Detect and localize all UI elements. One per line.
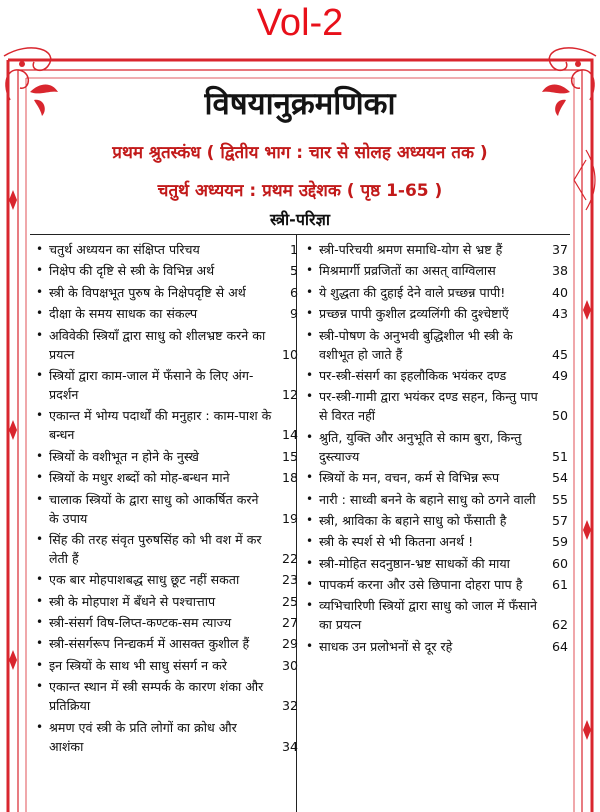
toc-entry-page: 55 [551,491,568,507]
toc-entry [306,428,568,466]
toc-entry-title: मिश्रमार्गी प्रव्रजितों का असत् वाग्विलास [319,263,496,279]
toc-entry-page: 30 [281,657,298,673]
toc-entry [36,718,298,756]
toc-entry-page: 1 [289,242,298,257]
bullet-icon: • [306,577,314,592]
toc-entry-title: श्रुति, युक्ति और अनुभूति से काम बुरा, किन्तु दुस्त्याज्य [319,429,522,464]
bullet-icon: • [306,389,314,404]
bullet-icon: • [306,242,314,256]
toc-entry-title: स्त्री-परिचयी श्रमण समाधि-योग से भ्रष्ट हैं [319,242,503,257]
toc-entry-title: एकान्त स्थान में स्त्री सम्पर्क के कारण शंका और प्रतिक्रिया [49,679,264,714]
toc-entry [306,596,568,634]
toc-entry [306,637,568,656]
toc-entry-title: साधक उन प्रलोभनों से दूर रहे [319,638,453,654]
toc-entry-title: स्त्रियों के मधुर शब्दों को मोह-बन्धन माने [49,470,230,486]
contents-page [30,58,570,812]
toc-entry [306,575,568,594]
toc-entry [36,366,298,404]
toc-entry-page: 34 [281,738,298,754]
bullet-icon: • [306,327,314,342]
toc-entry [36,304,298,323]
bullet-icon: • [36,263,44,278]
bullet-icon: • [36,306,44,321]
toc-entry-page: 49 [551,367,568,383]
toc-entry [36,468,298,487]
toc-entry [306,261,568,280]
toc-entry-title: चालाक स्त्रियों के द्वारा साधु को आकर्षित करने के उपाय [49,491,259,526]
toc-entry-page: 37 [551,242,568,257]
toc-entry-title: चतुर्थ अध्ययन का संक्षिप्त परिचय [49,242,200,257]
toc-entry-title: स्त्री-संसर्गरूप निन्द्यकर्म में आसक्त कुशील हैं [49,636,250,652]
chapter-heading: चतुर्थ अध्ययन : प्रथम उद्देशक ( पृष्ठ 1-65 ) [157,181,443,201]
toc-entry [306,490,568,509]
bullet-icon: • [306,638,314,653]
toc-entry-page: 19 [281,510,298,526]
toc-entry-page: 60 [551,555,568,571]
bullet-icon: • [306,306,314,321]
toc-entry [306,366,568,385]
toc-entry-page: 23 [281,572,298,588]
toc-entry-title: अविवेकी स्त्रियाँ द्वारा साधु को शीलभ्रष्ट करने का प्रयत्न [49,327,266,362]
bullet-icon: • [36,327,44,342]
toc-entry [306,283,568,302]
bullet-icon: • [306,284,314,299]
toc-entry-title: पापकर्म करना और उसे छिपाना दोहरा पाप है [319,577,523,593]
header-rule [30,234,570,235]
toc-entry-title: स्त्री के मोहपाश में बँधने से पश्चात्ताप [49,593,216,609]
toc-entry-page: 6 [289,284,298,300]
toc-entry [36,240,298,259]
toc-entry-title: स्त्रियों के मन, वचन, कर्म से विभिन्न रूप [319,470,500,486]
toc-entry-title: स्त्री, श्राविका के बहाने साधु को फँसाती है [319,512,507,528]
toc-entry [306,326,568,364]
volume-label: Vol-2 [256,2,344,44]
toc-entry-page: 18 [281,470,298,486]
bullet-icon: • [36,448,44,463]
toc-entry [306,304,568,323]
section-heading: स्त्री-परिज्ञा [269,210,331,229]
toc-entry [36,677,298,715]
bullet-icon: • [306,534,314,549]
toc-entry-title: स्त्री-मोहित सदनुष्ठान-भ्रष्ट साधकों की माया [319,555,510,571]
toc-entry-title: स्त्रियों द्वारा काम-जाल में फँसाने के लिए अंग-प्रदर्शन [49,367,254,402]
bullet-icon: • [306,512,314,527]
toc-entry-page: 12 [281,386,298,402]
toc-entry [36,326,298,364]
toc-entry [36,592,298,611]
toc-entry-page: 50 [551,408,568,424]
toc-entry-page: 14 [281,427,298,443]
toc-entry-title: ये शुद्धता की दुहाई देने वाले प्रच्छन्न पापी! [319,284,506,300]
toc-entry [36,447,298,466]
toc-entry [36,406,298,444]
toc-entry-page: 40 [551,284,568,300]
toc-entry-title: पर-स्त्री-संसर्ग का इहलौकिक भयंकर दण्ड [319,367,507,383]
toc-entry-title: निक्षेप की दृष्टि से स्त्री के विभिन्न अर्थ [49,263,215,279]
toc-entry-page: 25 [281,593,298,609]
toc-entry-title: श्रमण एवं स्त्री के प्रति लोगों का क्रोध और आशंका [49,719,237,754]
bullet-icon: • [306,598,314,613]
bullet-icon: • [36,491,44,506]
bullet-icon: • [36,615,44,630]
toc-entry-page: 27 [281,615,298,631]
toc-entry-title: इन स्त्रियों के साथ भी साधु संसर्ग न करे [49,657,227,673]
bullet-icon: • [36,593,44,608]
toc-entry-page: 10 [281,346,298,362]
toc-entry-page: 51 [551,448,568,464]
toc-entry-page: 29 [281,636,298,652]
bullet-icon: • [36,367,44,382]
bullet-icon: • [36,284,44,299]
toc-entry-page: 61 [551,577,568,593]
bullet-icon: • [306,367,314,382]
toc-entry-page: 45 [551,346,568,362]
toc-entry-title: प्रच्छन्न पापी कुशील द्रव्यलिंगी की दुश्चेष्टाएँ [319,306,509,322]
toc-entry-page: 64 [551,638,568,654]
bullet-icon: • [36,572,44,587]
toc-entry-page: 59 [551,534,568,550]
toc-entry [36,490,298,528]
toc-entry-page: 9 [289,306,298,322]
toc-entry [306,511,568,530]
toc-entry-title: स्त्री-संसर्ग विष-लिप्त-कण्टक-सम त्याज्य [49,615,232,631]
left-column [36,240,298,758]
right-column [306,240,568,658]
bullet-icon: • [36,679,44,694]
volume-subtitle: प्रथम श्रुतस्कंध ( द्वितीय भाग : चार से सोलह अध्ययन तक ) [112,143,488,163]
toc-entry-title: दीक्षा के समय साधक का संकल्प [49,306,198,322]
toc-entry [306,468,568,487]
toc-entry-title: पर-स्त्री-गामी द्वारा भयंकर दण्ड सहन, किन्तु पाप से विरत नहीं [319,389,538,424]
toc-entry-page: 62 [551,617,568,633]
bullet-icon: • [306,491,314,506]
toc-entry-title: सिंह की तरह संवृत पुरुषसिंह को भी वश में कर लेती हैं [49,531,262,566]
toc-entry-title: स्त्री के स्पर्श से भी कितना अनर्थ ! [319,534,474,550]
toc-entry [306,554,568,573]
toc-entry-page: 32 [281,698,298,714]
toc-entry [36,283,298,302]
toc-entry-page: 43 [551,306,568,322]
bullet-icon: • [306,555,314,570]
toc-entry-title: एक बार मोहपाशबद्ध साधु छूट नहीं सकता [49,572,240,588]
bullet-icon: • [36,636,44,651]
toc-entry-page: 54 [551,470,568,486]
toc-entry [306,240,568,259]
toc-entry [36,261,298,280]
page-title: विषयानुक्रमणिका [204,86,396,122]
toc-entry [36,570,298,589]
bullet-icon: • [306,470,314,485]
toc-entry [36,613,298,632]
bullet-icon: • [306,429,314,444]
bullet-icon: • [36,531,44,546]
toc-entry-title: स्त्री-पोषण के अनुभवी बुद्धिशील भी स्त्री के वशीभूत हो जाते हैं [319,327,513,362]
toc-entry [306,532,568,551]
toc-entry-page: 38 [551,263,568,279]
toc-entry-page: 57 [551,512,568,528]
bullet-icon: • [36,657,44,672]
bullet-icon: • [36,719,44,734]
toc-entry-page: 5 [289,263,298,279]
toc-entry-title: व्यभिचारिणी स्त्रियों द्वारा साधु को जाल में फँसाने का प्रयत्न [319,598,537,633]
bullet-icon: • [306,263,314,278]
toc-entry [36,656,298,675]
toc-entry-title: स्त्रियों के वशीभूत न होने के नुस्खे [49,448,199,464]
toc-entry [36,530,298,568]
bullet-icon: • [36,408,44,423]
bullet-icon: • [36,470,44,485]
toc-entry-page: 15 [281,448,298,464]
toc-entry [306,387,568,425]
toc-entry-title: स्त्री के विपक्षभूत पुरुष के निक्षेपदृष्टि से अर्थ [49,284,246,300]
toc-entry-title: नारी : साध्वी बनने के बहाने साधु को ठगने वाली [319,491,536,507]
toc-entry [36,634,298,653]
bullet-icon: • [36,242,44,256]
toc-entry-page: 22 [281,550,298,566]
toc-entry-title: एकान्त में भोग्य पदार्थों की मनुहार : काम-पाश के बन्धन [49,408,272,443]
